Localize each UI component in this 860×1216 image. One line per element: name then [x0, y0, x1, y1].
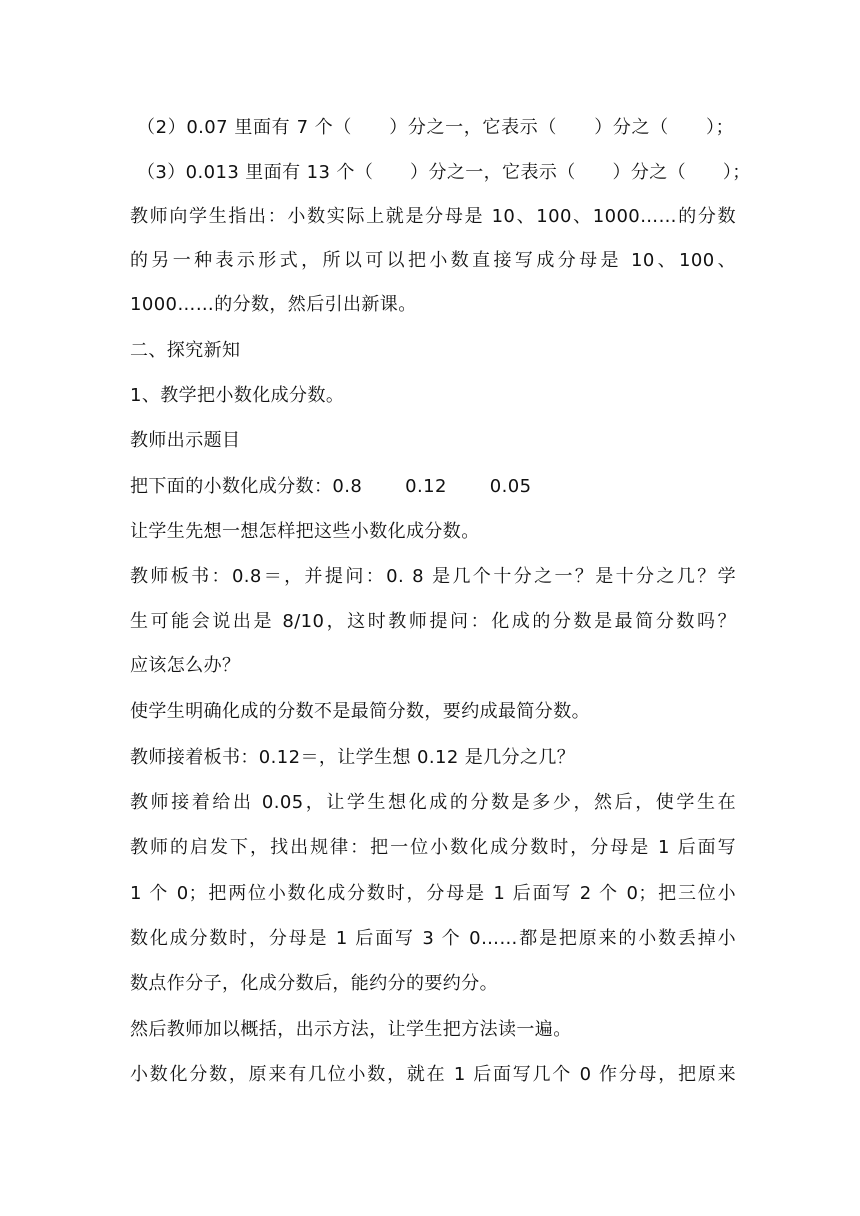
- paragraph-line: 教师向学生指出：小数实际上就是分母是 10、100、1000……的分数: [130, 206, 736, 227]
- paragraph-line: 生可能会说出是 8/10，这时教师提问：化成的分数是最简分数吗？: [130, 611, 736, 632]
- paragraph-line: 1000……的分数，然后引出新课。: [130, 294, 417, 315]
- paragraph-line: 教师出示题目: [130, 430, 241, 451]
- paragraph-line: 然后教师加以概括，出示方法，让学生把方法读一遍。: [130, 1019, 572, 1040]
- subsection-heading: 1、教学把小数化成分数。: [130, 385, 345, 406]
- question-3-line: （3）0.013 里面有 13 个（ ）分之一，它表示（ ）分之（ ）；: [137, 162, 751, 183]
- paragraph-line: 教师板书：0.8＝，并提问：0. 8 是几个十分之一？是十分之几？学: [130, 566, 736, 587]
- section-heading: 二、探究新知: [130, 340, 241, 361]
- paragraph-line: 教师接着给出 0.05，让学生想化成的分数是多少，然后，使学生在: [130, 792, 736, 813]
- paragraph-line: 应该怎么办？: [130, 655, 241, 676]
- paragraph-line: 教师的启发下，找出规律：把一位小数化成分数时，分母是 1 后面写: [130, 837, 736, 858]
- paragraph-line: 教师接着板书：0.12＝，让学生想 0.12 是几分之几？: [130, 747, 576, 768]
- question-2-line: （2）0.07 里面有 7 个（ ）分之一，它表示（ ）分之（ ）；: [137, 117, 734, 138]
- paragraph-line: 1 个 0；把两位小数化成分数时，分母是 1 后面写 2 个 0；把三位小: [130, 883, 736, 904]
- paragraph-line: 的另一种表示形式，所以可以把小数直接写成分母是 10、100、: [130, 250, 736, 271]
- exercise-line: 把下面的小数化成分数：0.8 0.12 0.05: [130, 476, 532, 497]
- paragraph-line: 让学生先想一想怎样把这些小数化成分数。: [130, 521, 480, 542]
- paragraph-line: 使学生明确化成的分数不是最简分数，要约成最简分数。: [130, 701, 590, 722]
- paragraph-line: 小数化分数，原来有几位小数，就在 1 后面写几个 0 作分母，把原来: [130, 1064, 736, 1085]
- paragraph-line: 数点作分子，化成分数后，能约分的要约分。: [130, 973, 498, 994]
- paragraph-line: 数化成分数时，分母是 1 后面写 3 个 0……都是把原来的小数丢掉小: [130, 928, 736, 949]
